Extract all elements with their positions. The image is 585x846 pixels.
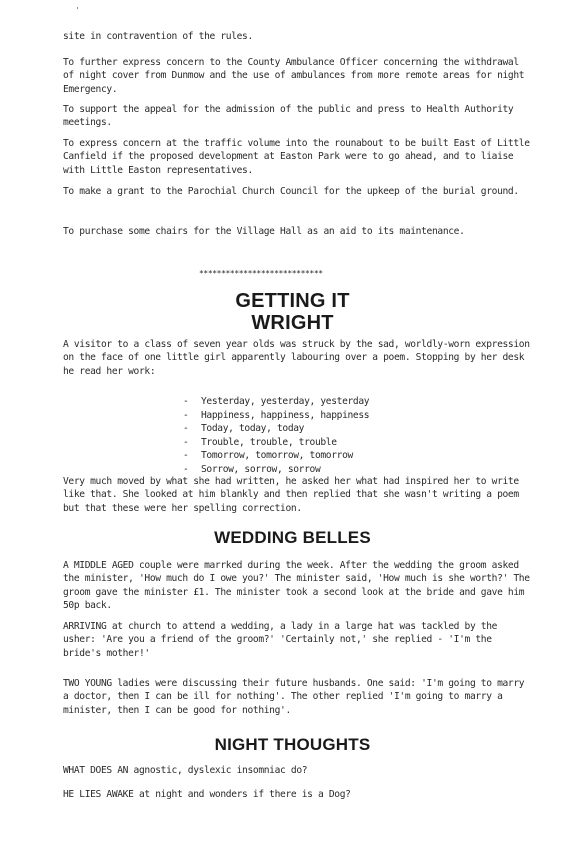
night-thoughts-answer: HE LIES AWAKE at night and wonders if there is a Dog? bbox=[63, 789, 351, 800]
getting-it-wright-intro: A visitor to a class of seven year olds was struck by the sad, worldly-worn expression on the face of one little girl apparently labouring over a poem. Stopping by her desk he read her work: bbox=[63, 339, 530, 377]
poem-line: - Happiness, happiness, happiness bbox=[183, 409, 369, 423]
poem-line: - Trouble, trouble, trouble bbox=[183, 436, 369, 450]
wedding-joke-2: ARRIVING at church to attend a wedding, a lady in a large hat was tackled by the usher: 'Are you a friend of the groom?' 'Certainly not,' she replied - 'I'm the bride's mother!' bbox=[63, 621, 498, 659]
council-item-4: To express concern at the traffic volume into the rounabout to be built East of Little Canfield if the proposed development at Easton Park were to go ahead, and to liaise with Little Easton representatives. bbox=[63, 138, 530, 176]
getting-it-wright-outro: Very much moved by what she had written, he asked her what had inspired her to write like that. She looked at him blankly and then replied that she wasn't writing a poem but that these were her spelling correction. bbox=[63, 476, 519, 514]
poem-line: - Yesterday, yesterday, yesterday bbox=[183, 395, 369, 409]
council-item-1: site in contravention of the rules. bbox=[63, 31, 253, 42]
council-item-6: To purchase some chairs for the Village Hall as an aid to its maintenance. bbox=[63, 226, 465, 237]
wedding-joke-1: A MIDDLE AGED couple were marrked during the week. After the wedding the groom asked the minister, 'How much do I owe you?' The minister said, 'How much is she worth?' The groom gave the minister £1. The minister took a second look at the bride and gave him 50p back. bbox=[63, 560, 530, 612]
council-item-2: To further express concern to the County Ambulance Officer concerning the withdrawal of night cover from Dunmow and the use of ambulances from more remote areas for night Emergency. bbox=[63, 57, 525, 95]
heading-wedding-belles: WEDDING BELLES bbox=[214, 528, 371, 547]
poem-line: - Tomorrow, tomorrow, tomorrow bbox=[183, 449, 369, 463]
heading-line-1: GETTING IT bbox=[235, 290, 350, 312]
wedding-joke-3: TWO YOUNG ladies were discussing their future husbands. One said: 'I'm going to marry a doctor, then I can be ill for nothing'. The other replied 'I'm going to marry a minister, then I can be good for nothing'. bbox=[63, 678, 525, 716]
council-item-5: To make a grant to the Parochial Church Council for the upkeep of the burial ground. bbox=[63, 186, 519, 197]
heading-night-thoughts: NIGHT THOUGHTS bbox=[214, 735, 371, 754]
night-thoughts-question: WHAT DOES AN agnostic, dyslexic insomniac do? bbox=[63, 765, 308, 776]
poem-line: - Today, today, today bbox=[183, 422, 369, 436]
section-separator: **************************** bbox=[199, 269, 323, 278]
council-item-3: To support the appeal for the admission of the public and press to Health Authority meetings. bbox=[63, 104, 514, 129]
scan-mark: ' bbox=[75, 6, 80, 15]
spelling-poem bbox=[183, 395, 369, 477]
poem-line: - Sorrow, sorrow, sorrow bbox=[183, 463, 369, 477]
heading-getting-it-wright bbox=[0, 290, 585, 334]
heading-line-2: WRIGHT bbox=[251, 312, 334, 334]
